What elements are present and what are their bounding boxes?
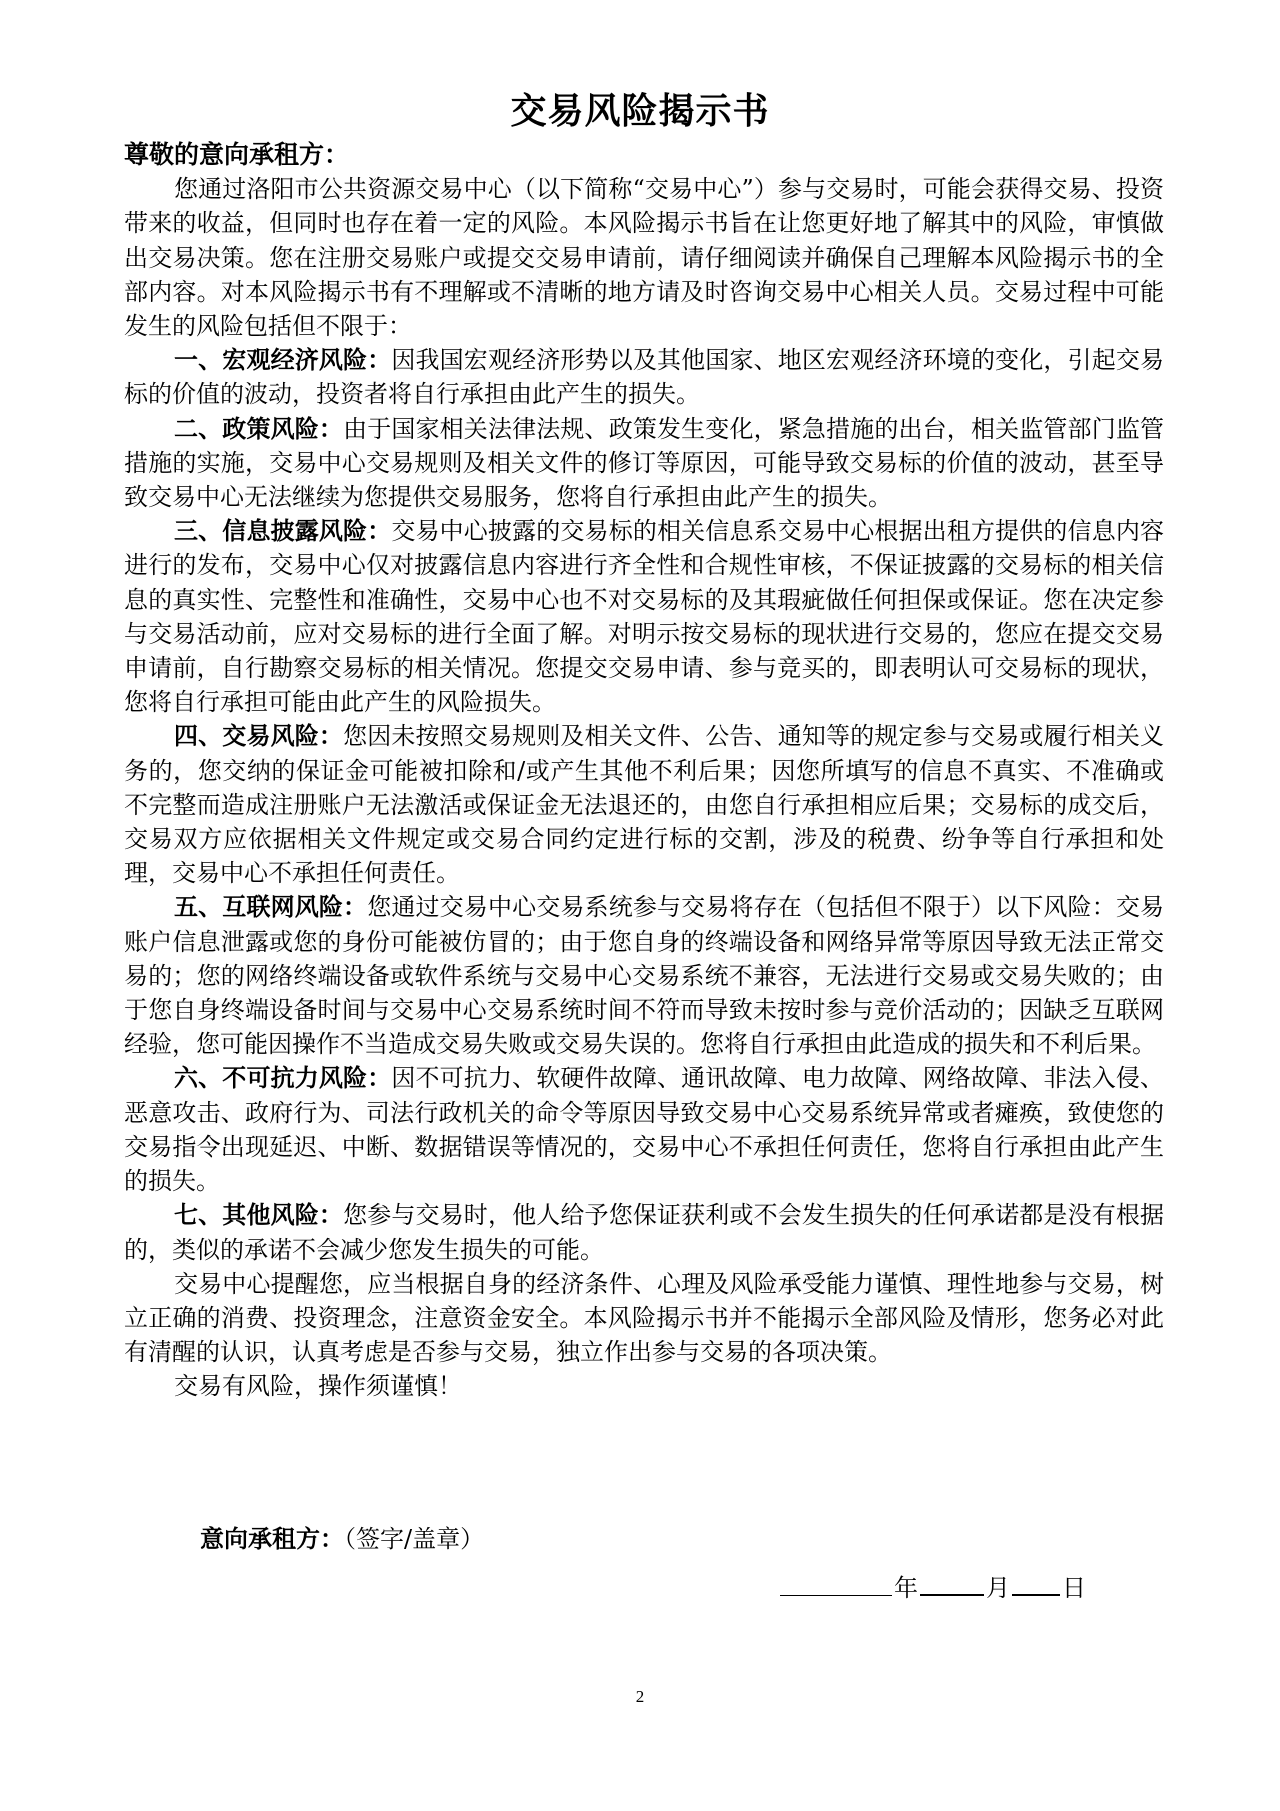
year-blank [780,1571,892,1596]
risk-term: 七、其他风险： [174,1200,344,1230]
page-number: 2 [635,1687,645,1706]
reminder-paragraph: 交易中心提醒您，应当根据自身的经济条件、心理及风险承受能力谨慎、理性地参与交易，树立正确的消费、投资理念，注意资金安全。本风险揭示书并不能揭示全部风险及情形，您务必对此有清醒的认识，认真考虑是否参与交易，独立作出参与交易的各项决策。 [124,1269,1164,1367]
risk-term: 一、宏观经济风险： [174,345,392,375]
day-label: 日 [1062,1574,1086,1602]
risk-term: 六、不可抗力风险： [174,1063,392,1093]
risk-term: 三、信息披露风险： [174,516,392,546]
day-blank [1012,1570,1060,1596]
risk-paragraph-other [124,1198,1164,1266]
risk-text: 您通过交易中心交易系统参与交易将存在（包括但不限于）以下风险：交易账户信息泄露或您的身份可能被仿冒的；由于您自身的终端设备和网络异常等原因导致无法正常交易的；您的网络终端设备或软件系统与交易中心交易系统不兼容，无法进行交易或交易失败的；由于您自身终端设备时间与交易中心交易系统时间不符而导致未按时参与竞价活动的；因缺乏互联网经验，您可能因操作不当造成交易失败或交易失误的。您将自行承担由此造成的损失和不利后果。 [124,893,1165,1059]
risk-text: 因不可抗力、软硬件故障、通讯故障、电力故障、网络故障、非法入侵、恶意攻击、政府行为、司法行政机关的命令等原因导致交易中心交易系统异常或者瘫痪，致使您的交易指令出现延迟、中断、数据错误等情况的，交易中心不承担任何责任，您将自行承担由此产生的损失。 [124,1064,1165,1196]
risk-paragraph-trading [124,719,1164,890]
date-line [778,1570,1086,1605]
risk-text: 您参与交易时，他人给予您保证获利或不会发生损失的任何承诺都是没有根据的，类似的承诺不会减少您发生损失的可能。 [124,1201,1165,1264]
risk-text: 您因未按照交易规则及相关文件、公告、通知等的规定参与交易或履行相关义务的，您交纳的保证金可能被扣除和/或产生其他不利后果；因您所填写的信息不真实、不准确或不完整而造成注册账户无法激活或保证金无法退还的，由您自行承担相应后果；交易标的成交后，交易双方应依据相关文件规定或交易合同约定进行标的交割，涉及的税费、纷争等自行承担和处理，交易中心不承担任何责任。 [124,722,1165,888]
salutation: 尊敬的意向承租方： [124,140,350,169]
risk-term: 二、政策风险： [174,413,344,443]
risk-paragraph-internet [124,890,1164,1061]
risk-paragraph-force-majeure [124,1061,1164,1198]
closing-line: 交易有风险，操作须谨慎！ [174,1372,462,1401]
risk-paragraph-policy [124,412,1164,515]
risk-term: 五、互联网风险： [174,892,368,922]
risk-text: 因我国宏观经济形势以及其他国家、地区宏观经济环境的变化，引起交易标的价值的波动，投资者将自行承担由此产生的损失。 [124,346,1165,409]
intro-paragraph: 您通过洛阳市公共资源交易中心（以下简称“交易中心”）参与交易时，可能会获得交易、投资带来的收益，但同时也存在着一定的风险。本风险揭示书旨在让您更好地了解其中的风险，审慎做出交易决策。您在注册交易账户或提交交易申请前，请仔细阅读并确保自己理解本风险揭示书的全部内容。对本风险揭示书有不理解或不清晰的地方请及时咨询交易中心相关人员。交易过程中可能发生的风险包括但不限于： [124,175,1164,341]
month-blank [920,1570,984,1596]
signature-line [200,1522,484,1556]
risk-term: 四、交易风险： [174,721,344,751]
month-label: 月 [986,1574,1010,1602]
risk-paragraph-macro [124,343,1164,411]
risk-paragraph-disclosure [124,514,1164,719]
document-body [124,138,1164,1404]
risk-text: 交易中心披露的交易标的相关信息系交易中心根据出租方提供的信息内容进行的发布，交易中心仅对披露信息内容进行齐全性和合规性审核，不保证披露的交易标的相关信息的真实性、完整性和准确性，交易中心也不对交易标的及其瑕疵做任何担保或保证。您在决定参与交易活动前，应对交易标的进行全面了解。对明示按交易标的现状进行交易的，您应在提交交易申请前，自行勘察交易标的相关情况。您提交交易申请、参与竞买的，即表明认可交易标的现状，您将自行承担可能由此产生的风险损失。 [124,517,1165,717]
document-title: 交易风险揭示书 [510,91,770,132]
signature-hint: （签字/盖章） [344,1525,485,1553]
signature-label: 意向承租方： [200,1524,344,1553]
risk-text: 由于国家相关法律法规、政策发生变化，紧急措施的出台，相关监管部门监管措施的实施，交易中心交易规则及相关文件的修订等原因，可能导致交易标的价值的波动，甚至导致交易中心无法继续为您提供交易服务，您将自行承担由此产生的损失。 [124,414,1165,512]
year-label: 年 [894,1574,918,1602]
